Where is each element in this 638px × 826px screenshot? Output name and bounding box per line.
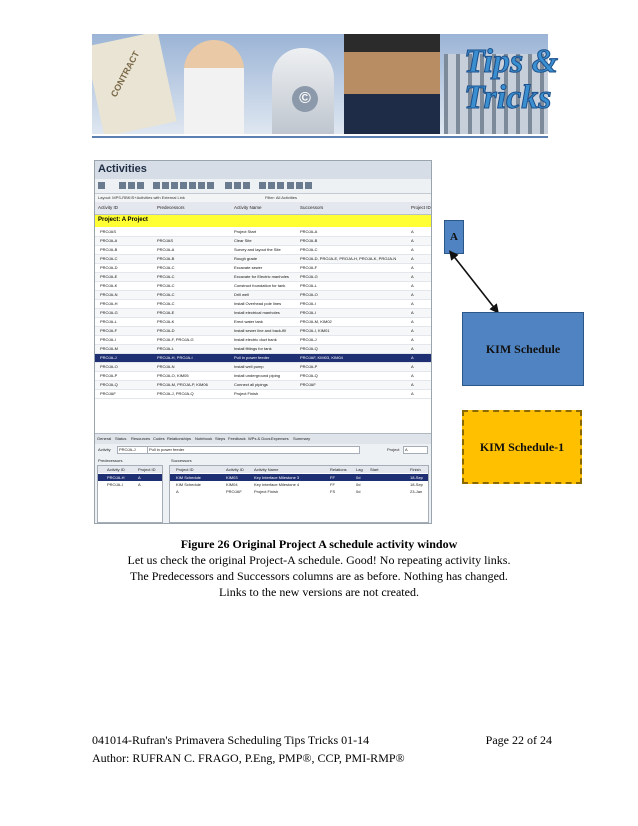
activity-cell-succ: PROJA-B bbox=[300, 238, 318, 243]
tricks-word: Tricks bbox=[464, 79, 552, 116]
tab-summary[interactable]: Summary bbox=[293, 436, 311, 441]
bars-icon bbox=[171, 182, 178, 189]
successors-title: Successors bbox=[171, 458, 192, 463]
col-predecessors: Predecessors bbox=[157, 205, 185, 210]
tab-steps[interactable]: Steps bbox=[215, 436, 226, 441]
activity-cell-name: Excavate sewer bbox=[234, 265, 263, 270]
succ-row-lag: 0d bbox=[356, 482, 361, 487]
profile-icon bbox=[198, 182, 205, 189]
activity-cell-succ: PROJA-Q bbox=[300, 346, 318, 351]
activity-cell-name: Install electric duct bank bbox=[234, 337, 277, 342]
activity-cell-name: Project Finish bbox=[234, 391, 259, 396]
activity-row[interactable] bbox=[95, 255, 431, 264]
pred-row-proj: A bbox=[138, 482, 141, 487]
activity-cell-proj: A bbox=[411, 229, 414, 234]
caption-line: Let us check the original Project-A schedule. Good! No repeating activity links. bbox=[127, 553, 511, 567]
tab-status[interactable]: Status bbox=[115, 436, 127, 441]
activity-cell-pred: PROJA-B bbox=[157, 256, 175, 261]
project-field[interactable]: A bbox=[403, 446, 428, 454]
activity-cell-proj: A bbox=[411, 319, 414, 324]
succ-col-finish: Finish bbox=[410, 467, 421, 472]
pred-row[interactable] bbox=[98, 474, 162, 481]
succ-col-relations: Relations bbox=[330, 467, 347, 472]
activity-row[interactable] bbox=[95, 228, 431, 237]
collapse-icon bbox=[234, 182, 241, 189]
activity-cell-id: PROJA-B bbox=[100, 247, 118, 252]
succ-row-name: Key Interface Milestone 3 bbox=[254, 475, 300, 480]
succ-row-finish: 18-Sep bbox=[410, 475, 423, 480]
activity-row[interactable] bbox=[95, 282, 431, 291]
activities-window-screenshot bbox=[94, 160, 432, 524]
activity-cell-pred: PROJA-C bbox=[157, 292, 175, 297]
succ-row-lag: 0d bbox=[356, 489, 361, 494]
activity-cell-succ: PROJA-P bbox=[300, 364, 318, 369]
kim-schedule-callout: KIM Schedule bbox=[462, 312, 584, 386]
figure-caption bbox=[80, 536, 558, 600]
activity-cell-pred: PROJA-C bbox=[157, 274, 175, 279]
succ-row-rel: FS bbox=[330, 489, 336, 494]
activity-cell-id: PROJA-G bbox=[100, 310, 118, 315]
succ-row-rel: FF bbox=[330, 475, 335, 480]
activity-row[interactable] bbox=[95, 354, 431, 363]
activity-cell-pred: PROJA-D bbox=[157, 328, 175, 333]
activity-cell-succ: PROJA-I, KIM01 bbox=[300, 328, 330, 333]
activity-cell-pred: PROJA-O, KIM05 bbox=[157, 373, 189, 378]
activity-label: Activity bbox=[98, 447, 111, 452]
activity-cell-pred: PROJA-K bbox=[157, 319, 175, 324]
activity-cell-name: Project Start bbox=[234, 229, 257, 234]
pred-col-project-id: Project ID bbox=[138, 467, 156, 472]
zoom-in-icon bbox=[287, 182, 294, 189]
activity-cell-proj: A bbox=[411, 283, 414, 288]
details-icon bbox=[207, 182, 214, 189]
succ-col-project-id: Project ID bbox=[176, 467, 194, 472]
detail-tabs bbox=[95, 433, 431, 444]
activity-cell-pred: PROJA-M, PROJA-P, KIM06 bbox=[157, 382, 208, 387]
succ-col-activity-name: Activity Name bbox=[254, 467, 279, 472]
project-a-callout: A bbox=[444, 220, 464, 254]
activity-row[interactable] bbox=[95, 273, 431, 282]
kim-schedule-1-callout: KIM Schedule-1 bbox=[462, 410, 582, 484]
activity-cell-name: Drill well bbox=[234, 292, 249, 297]
activity-cell-id: PROJA-H bbox=[100, 301, 118, 306]
activity-cell-succ: PROJAF bbox=[300, 382, 316, 387]
activity-cell-pred: PROJA-F, PROJA-G bbox=[157, 337, 194, 342]
succ-col-lag: Lag bbox=[356, 467, 363, 472]
print-icon bbox=[98, 182, 105, 189]
author-photo bbox=[344, 34, 440, 134]
succ-row-lag: 0d bbox=[356, 475, 361, 480]
activity-cell-name: Connect all pipings bbox=[234, 382, 268, 387]
pred-col-activity-id: Activity ID bbox=[107, 467, 125, 472]
activity-cell-pred: PROJA-C bbox=[157, 265, 175, 270]
filter-label: Filter: All Activities bbox=[265, 195, 298, 200]
succ-row[interactable] bbox=[170, 488, 428, 495]
activity-cell-succ: PROJAF, KIM03, KIM04 bbox=[300, 355, 343, 360]
tip-icon bbox=[277, 182, 284, 189]
activity-cell-name: Install sewer line and back-fill bbox=[234, 328, 287, 333]
activity-cell-id: PROJA-I bbox=[100, 337, 116, 342]
engineer-photo bbox=[184, 40, 244, 134]
group-icon bbox=[153, 182, 160, 189]
predecessors-title: Predecessors bbox=[98, 458, 123, 463]
succ-header bbox=[170, 466, 428, 473]
activity-cell-name: Install Overhead pole lines bbox=[234, 301, 282, 306]
table-icon bbox=[180, 182, 187, 189]
succ-row-name: Key Interface Milestone 4 bbox=[254, 482, 300, 487]
activity-cell-id: PROJAF bbox=[100, 391, 116, 396]
activity-cell-proj: A bbox=[411, 373, 414, 378]
activity-cell-id: PROJA-K bbox=[100, 283, 118, 288]
activity-cell-proj: A bbox=[411, 256, 414, 261]
activity-row[interactable] bbox=[95, 264, 431, 273]
activity-cell-id: PROJA-J bbox=[100, 355, 117, 360]
activity-cell-succ: PROJA-G bbox=[300, 274, 318, 279]
activity-cell-pred: PROJA-C bbox=[157, 283, 175, 288]
activity-cell-id: PROJA-E bbox=[100, 274, 118, 279]
relationships-panel bbox=[95, 444, 431, 523]
succ-row-finish: 18-Sep bbox=[410, 482, 423, 487]
window-title: Activities bbox=[98, 163, 147, 175]
activity-row[interactable] bbox=[95, 345, 431, 354]
activity-cell-id: PROJAS bbox=[100, 229, 117, 234]
schedule-icon bbox=[243, 182, 250, 189]
pred-row-id: PROJA-I bbox=[107, 482, 123, 487]
figure-title: Figure 26 Original Project A schedule activity window bbox=[180, 537, 458, 551]
level-icon bbox=[259, 182, 266, 189]
layout-label: Layout: MPS-RBKIS+Activities with External Link bbox=[98, 195, 185, 200]
activity-cell-name: Excavate for Electric manholes bbox=[234, 274, 289, 279]
succ-row-proj: KIM Schedule bbox=[176, 475, 201, 480]
activity-row[interactable] bbox=[95, 300, 431, 309]
activity-cell-succ: PROJA-A bbox=[300, 229, 318, 234]
activity-cell-name: Install underground piping bbox=[234, 373, 281, 378]
activity-row[interactable] bbox=[95, 372, 431, 381]
activity-cell-succ: PROJA-O bbox=[300, 292, 318, 297]
activity-cell-id: PROJA-D bbox=[100, 265, 118, 270]
pred-row-id: PROJA-H bbox=[107, 475, 125, 480]
succ-row-finish: 23-Jan bbox=[410, 489, 423, 494]
activity-cell-proj: A bbox=[411, 337, 414, 342]
succ-row-name: Project Finish bbox=[254, 489, 279, 494]
tab-general[interactable]: General bbox=[97, 436, 112, 441]
succ-row[interactable] bbox=[170, 474, 428, 481]
activity-cell-proj: A bbox=[411, 346, 414, 351]
activity-cell-proj: A bbox=[411, 310, 414, 315]
link-arrow bbox=[440, 250, 500, 314]
zoom-out-icon bbox=[296, 182, 303, 189]
activity-cell-id: PROJA-N bbox=[100, 292, 118, 297]
copyright-seal: © bbox=[292, 86, 318, 112]
caption-line: Links to the new versions are not created. bbox=[219, 585, 419, 599]
activity-cell-name: Pull in power feeder bbox=[234, 355, 270, 360]
activity-cell-id: PROJA-M bbox=[100, 346, 118, 351]
activity-cell-pred: PROJA-H, PROJA-I bbox=[157, 355, 193, 360]
activity-cell-name: Rough grade bbox=[234, 256, 258, 261]
succ-row-rel: FF bbox=[330, 482, 335, 487]
activity-cell-proj: A bbox=[411, 301, 414, 306]
tab-expenses[interactable]: Expenses bbox=[271, 436, 289, 441]
tab-notebook[interactable]: Notebook bbox=[195, 436, 213, 441]
successors-grid bbox=[169, 465, 429, 523]
footer-author: Author: RUFRAN C. FRAGO, P.Eng, PMP®, CCP, PMI-RMP® bbox=[92, 751, 405, 765]
page-footer bbox=[92, 731, 552, 767]
layout-bar bbox=[95, 194, 431, 202]
column-headers bbox=[95, 202, 431, 215]
activity-cell-pred: PROJA-L bbox=[157, 346, 174, 351]
col-successors: Successors bbox=[300, 205, 324, 210]
activity-cell-proj: A bbox=[411, 265, 414, 270]
activity-cell-succ: PROJA-M, KIM02 bbox=[300, 319, 332, 324]
succ-col-start: Start bbox=[370, 467, 379, 472]
activity-cell-id: PROJA-L bbox=[100, 319, 117, 324]
activity-cell-proj: A bbox=[411, 238, 414, 243]
activity-cell-name: Survey and layout the Site bbox=[234, 247, 281, 252]
activity-cell-id: PROJA-Q bbox=[100, 382, 118, 387]
tab-wps-docs[interactable]: WPs & Docs bbox=[248, 436, 271, 441]
activity-cell-succ: PROJA-I bbox=[300, 310, 316, 315]
activity-cell-name: Install fittings for tank bbox=[234, 346, 272, 351]
activity-cell-id: PROJA-F bbox=[100, 328, 118, 333]
activity-cell-name: Install electrical manholes bbox=[234, 310, 280, 315]
activity-name-field[interactable]: Pull in power feeder bbox=[147, 446, 360, 454]
activity-cell-succ: PROJA-I bbox=[300, 301, 316, 306]
col-activity-id: Activity ID bbox=[98, 205, 119, 210]
activity-row[interactable] bbox=[95, 318, 431, 327]
activity-cell-name: Erect water tank bbox=[234, 319, 263, 324]
activity-cell-pred: PROJA-A bbox=[157, 247, 175, 252]
activity-cell-pred: PROJA-J, PROJA-Q bbox=[157, 391, 194, 396]
activity-cell-name: Construct foundation for tank bbox=[234, 283, 286, 288]
activity-cell-proj: A bbox=[411, 382, 414, 387]
activity-cell-succ: PROJA-F bbox=[300, 265, 318, 270]
footer-document-title: 041014-Rufran's Primavera Scheduling Tips Tricks 01-14 bbox=[92, 733, 370, 747]
activity-cell-pred: PROJA-N bbox=[157, 364, 175, 369]
succ-row-id: KIM03 bbox=[226, 475, 238, 480]
pred-header bbox=[98, 466, 162, 473]
activity-cell-proj: A bbox=[411, 274, 414, 279]
contract-label: CONTRACT bbox=[108, 49, 142, 99]
tips-tricks-logo bbox=[464, 44, 560, 134]
succ-row-id: KIM04 bbox=[226, 482, 238, 487]
toolbar bbox=[95, 179, 431, 194]
layout-icon bbox=[119, 182, 126, 189]
tab-relationships[interactable]: Relationships bbox=[167, 436, 192, 441]
activity-cell-id: PROJA-C bbox=[100, 256, 118, 261]
activity-cell-pred: PROJAS bbox=[157, 238, 174, 243]
succ-row[interactable] bbox=[170, 481, 428, 488]
activity-cell-proj: A bbox=[411, 355, 414, 360]
sort-icon bbox=[162, 182, 169, 189]
succ-row-proj: A bbox=[176, 489, 179, 494]
activity-cell-succ: PROJA-L bbox=[300, 283, 317, 288]
activity-cell-pred: PROJA-C bbox=[157, 301, 175, 306]
window-titlebar bbox=[95, 161, 431, 179]
tab-codes[interactable]: Codes bbox=[153, 436, 165, 441]
activity-row[interactable] bbox=[95, 336, 431, 345]
activity-cell-name: Clear Site bbox=[234, 238, 252, 243]
tips-word: Tips & bbox=[464, 43, 559, 80]
pred-row-proj: A bbox=[138, 475, 141, 480]
columns-icon bbox=[137, 182, 144, 189]
activity-cell-succ: PROJA-D, PROJA-E, PROJA-H, PROJA-K, PROJA-N bbox=[300, 256, 397, 261]
col-activity-name: Activity Name bbox=[234, 205, 262, 210]
predecessors-grid bbox=[97, 465, 163, 523]
activity-cell-succ: PROJA-Q bbox=[300, 373, 318, 378]
activity-cell-name: Install well pump bbox=[234, 364, 264, 369]
activity-row[interactable] bbox=[95, 237, 431, 246]
activity-cell-proj: A bbox=[411, 328, 414, 333]
activity-cell-proj: A bbox=[411, 292, 414, 297]
filter-icon bbox=[128, 182, 135, 189]
project-label: Project bbox=[387, 447, 400, 452]
activity-cell-pred: PROJA-E bbox=[157, 310, 175, 315]
col-project-id: Project ID bbox=[411, 205, 431, 210]
wbs-icon bbox=[268, 182, 275, 189]
expand-icon bbox=[225, 182, 232, 189]
page-number: Page 22 of 24 bbox=[485, 733, 552, 747]
gantt-icon bbox=[189, 182, 196, 189]
activity-row[interactable] bbox=[95, 246, 431, 255]
activity-cell-id: PROJA-A bbox=[100, 238, 118, 243]
activity-id-field[interactable]: PROJA-J bbox=[117, 446, 148, 454]
project-group-band bbox=[95, 215, 431, 227]
activity-cell-proj: A bbox=[411, 247, 414, 252]
activity-cell-succ: PROJA-J bbox=[300, 337, 317, 342]
activity-row[interactable] bbox=[95, 309, 431, 318]
activity-row[interactable] bbox=[95, 390, 431, 399]
activity-cell-id: PROJA-P bbox=[100, 373, 118, 378]
project-band-label: Project: A Project bbox=[98, 217, 148, 223]
succ-row-id: PROJAF bbox=[226, 489, 242, 494]
activity-cell-proj: A bbox=[411, 391, 414, 396]
activity-cell-proj: A bbox=[411, 364, 414, 369]
activity-row[interactable] bbox=[95, 381, 431, 390]
succ-row-proj: KIM Schedule bbox=[176, 482, 201, 487]
caption-line: The Predecessors and Successors columns are as before. Nothing has changed. bbox=[130, 569, 508, 583]
activity-row[interactable] bbox=[95, 363, 431, 372]
tab-feedback[interactable]: Feedback bbox=[228, 436, 246, 441]
succ-col-activity-id: Activity ID bbox=[226, 467, 244, 472]
header-rule bbox=[92, 136, 548, 138]
activity-row[interactable] bbox=[95, 327, 431, 336]
zoom-fit-icon bbox=[305, 182, 312, 189]
activity-row[interactable] bbox=[95, 291, 431, 300]
tab-resources[interactable]: Resources bbox=[131, 436, 151, 441]
pred-row[interactable] bbox=[98, 481, 162, 488]
activity-cell-succ: PROJA-C bbox=[300, 247, 318, 252]
activity-cell-id: PROJA-O bbox=[100, 364, 118, 369]
